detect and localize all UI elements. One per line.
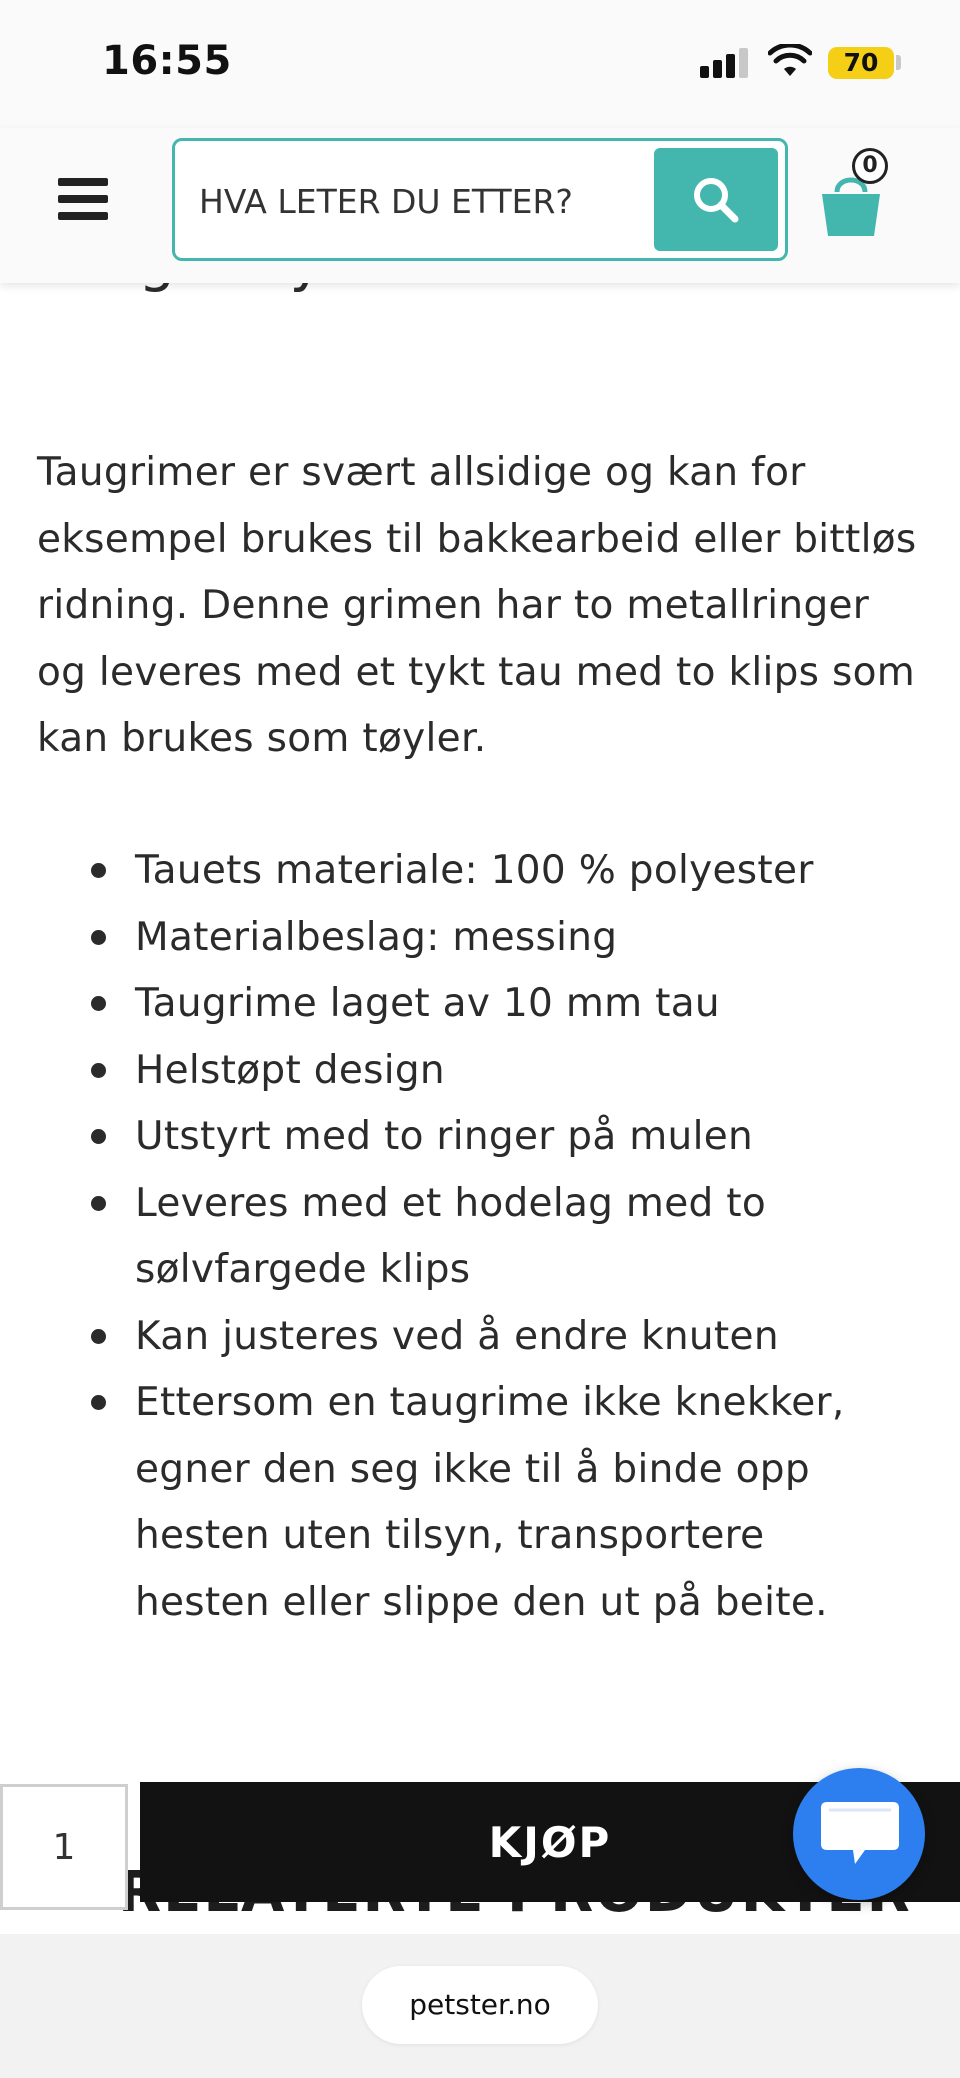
site-header [0, 128, 960, 283]
wifi-icon [768, 44, 812, 78]
search-box [172, 138, 788, 261]
status-bar [0, 0, 960, 128]
url-bar[interactable]: petster.no [362, 1966, 598, 2044]
list-item: Materialbeslag: messing [135, 905, 895, 972]
list-item: Helstøpt design [135, 1038, 895, 1105]
browser-bottom-bar [0, 1934, 960, 2078]
list-item: Utstyrt med to ringer på mulen [135, 1104, 895, 1171]
list-item: Leveres med et hodelag med to sølvfargede klips [135, 1171, 895, 1304]
list-item: Tauets materiale: 100 % polyester [135, 838, 895, 905]
status-time: 16:55 [102, 38, 232, 84]
quantity-input[interactable] [0, 1784, 128, 1910]
chat-button[interactable] [793, 1768, 925, 1900]
buy-button[interactable]: KJØP [140, 1782, 960, 1902]
feature-list [135, 838, 895, 1636]
search-icon [690, 174, 742, 226]
battery-icon: 70 [828, 47, 894, 79]
cart-count-badge: 0 [852, 148, 888, 184]
battery-cap [896, 55, 901, 70]
list-item: Ettersom en taugrime ikke knekker, egner den seg ikke til å binde opp hesten uten tilsyn, transportere hesten eller slippe den ut på beite. [135, 1370, 895, 1636]
signal-icon [700, 48, 750, 78]
chat-icon [819, 1798, 901, 1872]
list-item: Taugrime laget av 10 mm tau [135, 971, 895, 1038]
menu-icon[interactable] [58, 178, 108, 220]
list-item: Kan justeres ved å endre knuten [135, 1304, 895, 1371]
product-description: Taugrimer er svært allsidige og kan for eksempel brukes til bakkearbeid eller bittløs ridning. Denne grimen har to metallringer og leveres med et tykt tau med to klips som kan brukes som tøyler. [37, 450, 917, 761]
search-button[interactable] [654, 148, 778, 251]
cart-button[interactable] [812, 148, 892, 248]
search-input[interactable] [199, 171, 639, 231]
